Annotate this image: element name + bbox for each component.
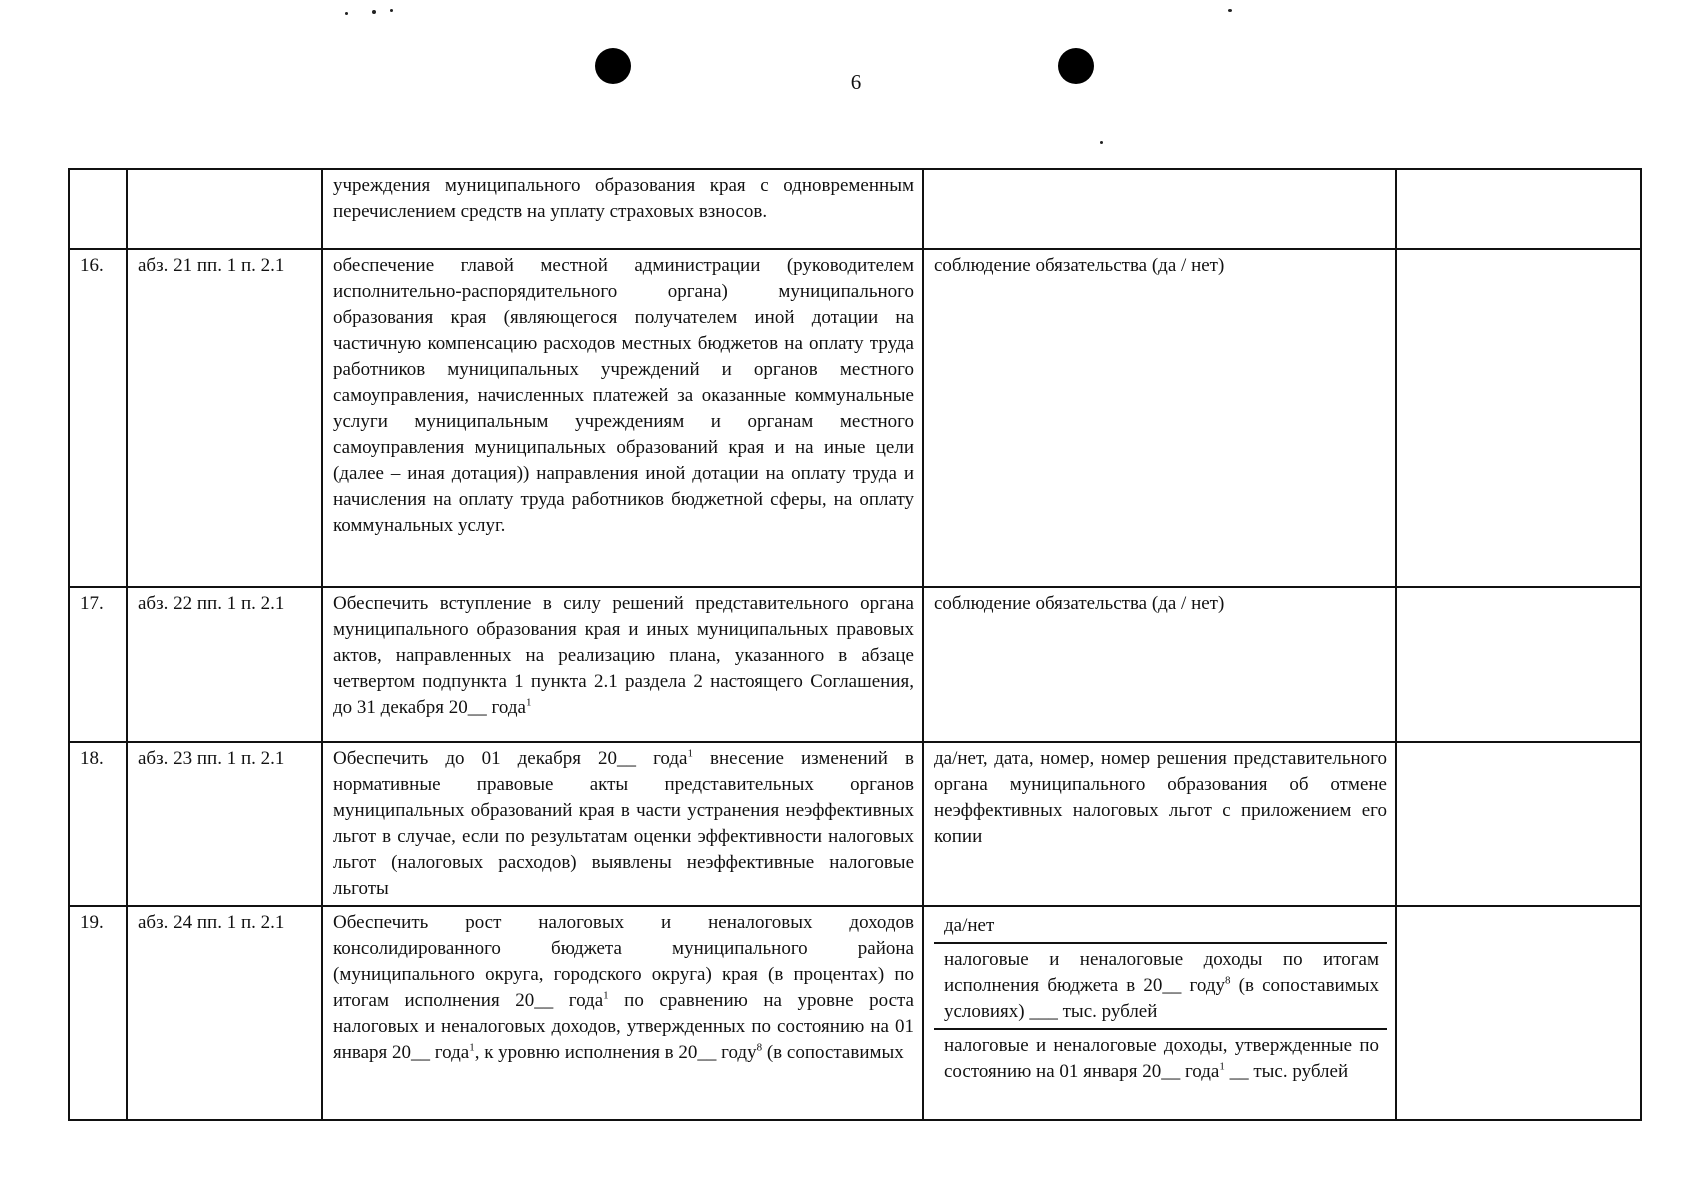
text-run: налоговые и неналоговые доходы по итогам исполнения бюджета в 20__ году (944, 949, 1379, 996)
row-number: 17. (69, 587, 127, 742)
footnote-ref: 1 (1219, 1060, 1225, 1073)
obligation-description (322, 169, 923, 249)
table-row (69, 742, 1641, 906)
text-run: да/нет (944, 915, 995, 936)
obligation-description (322, 906, 923, 1120)
text-run: обеспечение главой местной администрации (руководителем исполнительно-распорядительного органа) муниципального образования края (являющегося получателем иной дотации на частичную компенсацию расходов местных бюджетов на оплату труда работников муниципальных учреждений и органов местного самоуправления, начисленных платежей за оказанные коммунальные услуги муниципальным учреждениям и органам местного самоуправления муниципальных образований края и на иные цели (далее – иная дотация)) направления иной дотации на оплату труда и начисления на оплату труда работников бюджетной сферы, на оплату коммунальных услуг. (333, 255, 914, 536)
indicator-line (934, 910, 1387, 944)
scan-speck (1228, 9, 1232, 12)
text-run: внесение изменений в нормативные правовые акты представительных органов муниципальных образований края в части устранения неэффективных льгот в случае, если по результатам оценки эффективности налоговых льгот (налоговых расходов) выявлены неэффективные налоговые льготы (333, 748, 914, 899)
table-row (69, 906, 1641, 1120)
row-number: 16. (69, 249, 127, 587)
indicator-line (934, 1030, 1387, 1116)
scan-speck (1100, 141, 1103, 144)
text-run: Обеспечить вступление в силу решений представительного органа муниципального образования края и иных муниципальных правовых актов, направленных на реализацию плана, указанного в абзаце четвертом подпункта 1 пункта 2.1 раздела 2 настоящего Соглашения, до 31 декабря 20__ года (333, 593, 914, 718)
table-row (69, 587, 1641, 742)
row-number (69, 169, 127, 249)
indicator-cell (923, 169, 1396, 249)
footnote-ref: 8 (1225, 974, 1231, 987)
row-number: 19. (69, 906, 127, 1120)
row-number: 18. (69, 742, 127, 906)
table-body (69, 169, 1641, 1120)
text-run: учреждения муниципального образования края с одновременным перечислением средств на уплату страховых взносов. (333, 175, 914, 222)
footnote-ref: 8 (756, 1041, 763, 1054)
indicator-cell (923, 249, 1396, 587)
scan-speck (390, 9, 393, 12)
text-run: соблюдение обязательства (да / нет) (934, 255, 1225, 276)
clause-reference: абз. 24 пп. 1 п. 2.1 (127, 906, 322, 1120)
obligation-description (322, 249, 923, 587)
indicator-cell (923, 742, 1396, 906)
scan-speck (345, 12, 348, 15)
obligations-table (68, 168, 1642, 1121)
text-run: Обеспечить рост налоговых и неналоговых доходов консолидированного бюджета муниципального района (муниципального округа, городского округа) края (в процентах) по итогам исполнения 20__ года (333, 912, 914, 1011)
value-cell (1396, 906, 1641, 1120)
clause-reference: абз. 23 пп. 1 п. 2.1 (127, 742, 322, 906)
page-number: 6 (850, 70, 862, 94)
text-run: по сравнению на уровне роста налоговых и неналоговых доходов, утвержденных по состоянию на 01 января 20__ года (333, 990, 914, 1063)
clause-reference: абз. 22 пп. 1 п. 2.1 (127, 587, 322, 742)
footnote-ref: 1 (687, 747, 693, 760)
indicator-cell (923, 587, 1396, 742)
text-run: __ тыс. рублей (1224, 1061, 1349, 1082)
text-run: , к уровню исполнения в 20__ году (474, 1042, 757, 1063)
value-cell (1396, 249, 1641, 587)
obligation-description (322, 587, 923, 742)
indicator-cell (923, 906, 1396, 1120)
value-cell (1396, 587, 1641, 742)
table-row (69, 249, 1641, 587)
text-run: налоговые и неналоговые доходы, утвержденные по состоянию на 01 января 20__ года (944, 1035, 1379, 1082)
footnote-ref: 1 (469, 1041, 475, 1054)
text-run: соблюдение обязательства (да / нет) (934, 593, 1225, 614)
footnote-ref: 1 (603, 989, 609, 1002)
text-run: да/нет, дата, номер, номер решения представительного органа муниципального образования об отмене неэффективных налоговых льгот с приложением его копии (934, 748, 1387, 847)
indicator-line (934, 944, 1387, 1030)
text-run: Обеспечить до 01 декабря 20__ года (333, 748, 688, 769)
value-cell (1396, 169, 1641, 249)
scan-speck (372, 10, 376, 14)
table-row (69, 169, 1641, 249)
clause-reference: абз. 21 пп. 1 п. 2.1 (127, 249, 322, 587)
value-cell (1396, 742, 1641, 906)
obligation-description (322, 742, 923, 906)
clause-reference (127, 169, 322, 249)
text-run: (в сопоставимых условиях) ___ тыс. рублей (944, 975, 1380, 1022)
footnote-ref: 1 (525, 696, 532, 709)
text-run: (в сопоставимых (762, 1042, 904, 1063)
